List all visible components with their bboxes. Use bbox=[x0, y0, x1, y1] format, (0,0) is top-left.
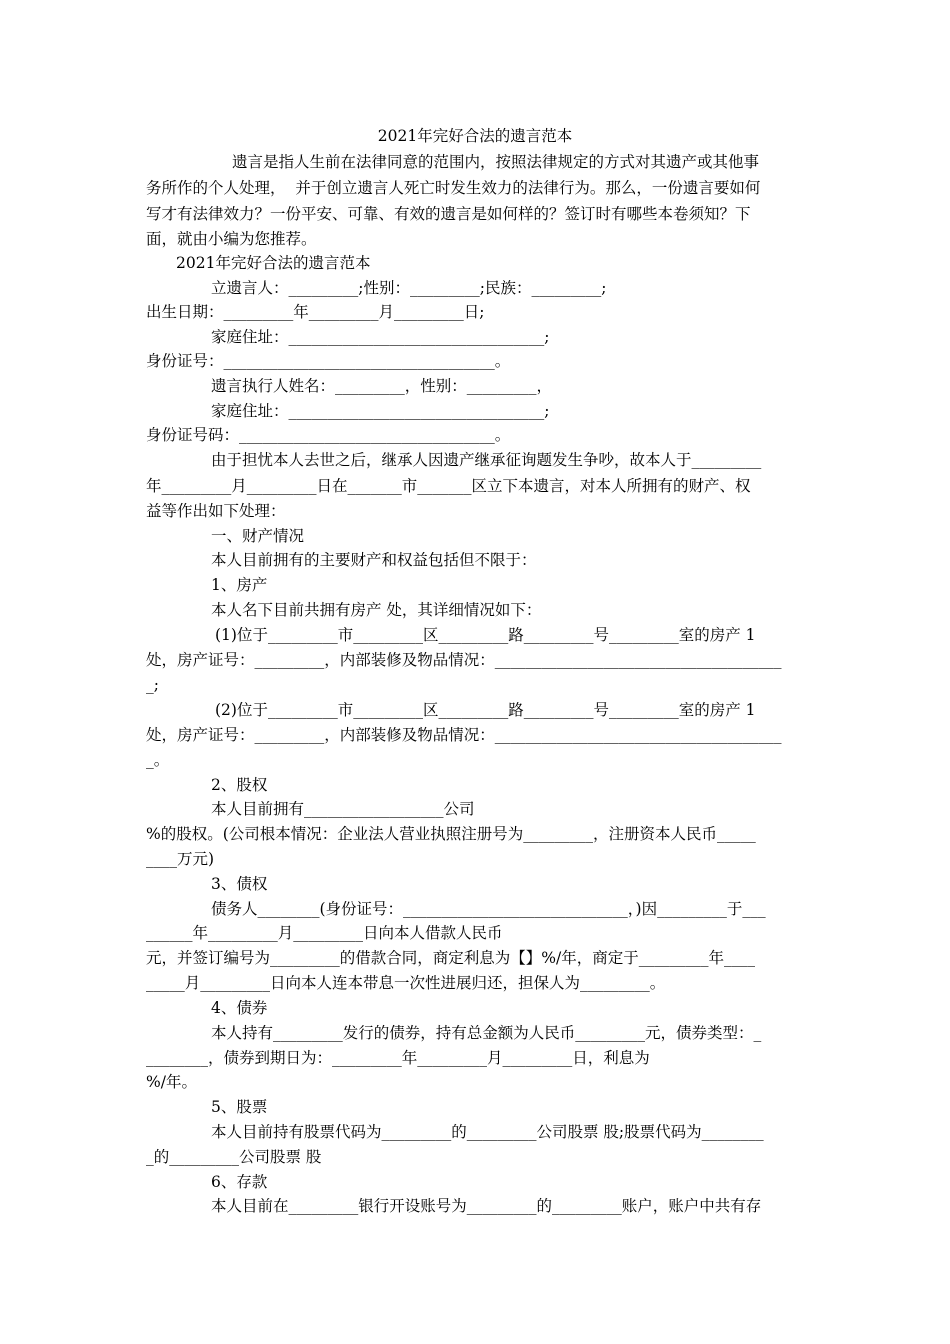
body-line: 元，并签订编号为_________的借款合同，商定利息为【】%/年，商定于_________年____ bbox=[146, 949, 755, 967]
body-line: %/年。 bbox=[146, 1073, 197, 1091]
body-line: 年_________月_________日在_______市_______区立下本遗言，对本人所拥有的财产、权 bbox=[146, 477, 751, 495]
section-heading: 4、债券 bbox=[211, 999, 268, 1017]
body-line: 立遗言人：_________;性别：_________;民族：_________; bbox=[211, 279, 607, 297]
body-line: 本人目前在_________银行开设账号为_________的_________账户，账户中共有存 bbox=[211, 1197, 762, 1215]
section-heading: 2、股权 bbox=[211, 776, 268, 794]
document-title: 2021年完好合法的遗言范本 bbox=[377, 127, 573, 145]
body-line: 处，房产证号：_________，内部装修及物品情况：_____________________________________ bbox=[146, 726, 782, 744]
body-line: 本人目前拥有__________________公司 bbox=[211, 800, 475, 818]
body-line: %的股权。(公司根本情况：企业法人营业执照注册号为_________，注册资本人民币_____ bbox=[146, 825, 756, 843]
body-line: _____月_________日向本人连本带息一次性进展归还，担保人为_________。 bbox=[146, 974, 666, 992]
body-line: 家庭住址：_________________________________; bbox=[211, 402, 550, 420]
body-line: ________，债券到期日为：_________年_________月_________日，利息为 bbox=[146, 1049, 650, 1067]
body-line: 由于担忧本人去世之后，继承人因遗产继承征询题发生争吵，故本人于_________ bbox=[211, 451, 762, 469]
body-line: _。 bbox=[146, 751, 170, 769]
intro-line: 面，就由小编为您推荐。 bbox=[146, 230, 317, 248]
body-line: 本人目前拥有的主要财产和权益包括但不限于： bbox=[211, 551, 537, 569]
body-line: 遗言执行人姓名：_________，性别：_________， bbox=[211, 377, 553, 395]
body-line: (2)位于_________市_________区_________路_________号_________室的房产 1 bbox=[215, 701, 756, 719]
body-line: 出生日期：_________年_________月_________日; bbox=[146, 303, 485, 321]
body-line: 处，房产证号：_________，内部装修及物品情况：_____________________________________ bbox=[146, 651, 782, 669]
section-heading: 一、财产情况 bbox=[211, 527, 305, 545]
section-subtitle: 2021年完好合法的遗言范本 bbox=[176, 254, 371, 272]
section-heading: 3、债权 bbox=[211, 875, 268, 893]
body-line: 本人名下目前共拥有房产 处，其详细情况如下： bbox=[211, 601, 542, 619]
body-line: 益等作出如下处理： bbox=[146, 502, 286, 520]
body-line: _; bbox=[146, 676, 159, 694]
section-heading: 6、存款 bbox=[211, 1173, 268, 1191]
section-heading: 5、股票 bbox=[211, 1098, 268, 1116]
body-line: 身份证号：___________________________________。 bbox=[146, 352, 511, 370]
body-line: 债务人________(身份证号：_____________________________，)因_________于___ bbox=[211, 900, 766, 918]
body-line: ______年_________月_________日向本人借款人民币 bbox=[146, 924, 503, 942]
body-line: ____万元) bbox=[146, 850, 215, 868]
intro-line: 遗言是指人生前在法律同意的范围内，按照法律规定的方式对其遗产或其他事 bbox=[232, 153, 760, 171]
body-line: _的_________公司股票 股 bbox=[146, 1148, 322, 1166]
intro-line: 务所作的个人处理， 并于创立遗言人死亡时发生效力的法律行为。那么，一份遗言要如何 bbox=[146, 179, 761, 197]
body-line: 本人持有_________发行的债券，持有总金额为人民币_________元，债券类型：_ bbox=[211, 1024, 762, 1042]
body-line: 身份证号码：_________________________________。 bbox=[146, 426, 511, 444]
body-line: 家庭住址：_________________________________; bbox=[211, 328, 550, 346]
intro-line: 写才有法律效力？一份平安、可靠、有效的遗言是如何样的？签订时有哪些本卷须知？下 bbox=[146, 205, 751, 223]
body-line: (1)位于_________市_________区_________路_________号_________室的房产 1 bbox=[215, 626, 756, 644]
body-line: 本人目前持有股票代码为_________的_________公司股票 股;股票代码为________ bbox=[211, 1123, 764, 1141]
section-heading: 1、房产 bbox=[211, 576, 268, 594]
